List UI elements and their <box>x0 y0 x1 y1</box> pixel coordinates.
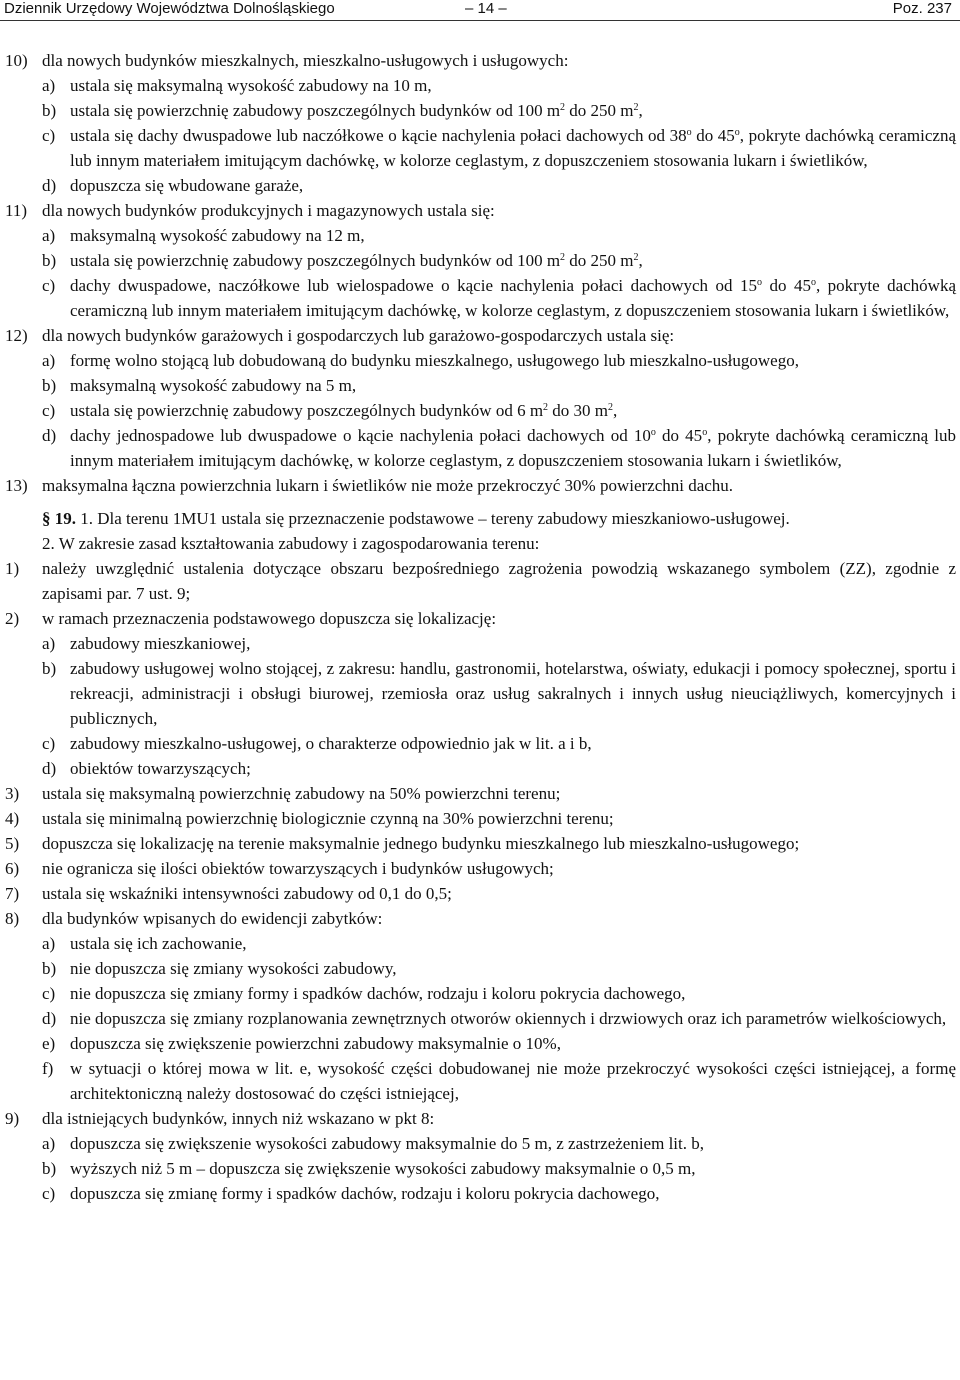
sub-list-item <box>0 348 960 373</box>
sub-list-item <box>0 173 960 198</box>
list-marker: d) <box>42 1009 57 1028</box>
list-marker: d) <box>42 426 57 445</box>
header-rule <box>0 20 960 21</box>
sub-list-item <box>0 398 960 423</box>
list-item-text: dachy dwuspadowe, naczółkowe lub wielospadowe o kącie nachylenia połaci dachowych od 15$^o$ do 45$^o$, pokryte dachówką ceramiczną lub innym materiałem imitującym dachówkę, w kolorze ceglastym, z dopuszczeniem stosowania lukarn i świetlików, <box>70 276 957 320</box>
position-number: Poz. 237 <box>892 0 952 17</box>
list-item-text: formę wolno stojącą lub dobudowaną do budynku mieszkalnego, usługowego lub mieszkalno-usługowego, <box>70 351 799 370</box>
list-item <box>0 198 960 223</box>
list-marker: b) <box>42 659 57 678</box>
list-item-text: ustala się maksymalną wysokość zabudowy na 10 m, <box>70 76 432 95</box>
list-item-text: dla nowych budynków produkcyjnych i magazynowych ustala się: <box>42 201 495 220</box>
list-marker: a) <box>42 351 56 370</box>
list-marker: b) <box>42 376 57 395</box>
list-marker: 8) <box>5 909 20 928</box>
list-item-text: dopuszcza się wbudowane garaże, <box>70 176 304 195</box>
list-item-text: maksymalną wysokość zabudowy na 5 m, <box>70 376 357 395</box>
list-item-text: nie dopuszcza się zmiany wysokości zabudowy, <box>70 959 397 978</box>
list-marker: a) <box>42 934 56 953</box>
sub-list-item <box>0 423 960 473</box>
list-item-text: dopuszcza się lokalizację na terenie maksymalnie jednego budynku mieszkalnego lub mieszkalno-usługowego; <box>42 834 800 853</box>
list-item-text: maksymalna łączna powierzchnia lukarn i świetlików nie może przekroczyć 30% powierzchni dachu. <box>42 476 734 495</box>
list-marker: 11) <box>5 201 28 220</box>
list-item-text: dopuszcza się zwiększenie powierzchni zabudowy maksymalnie o 10%, <box>70 1034 561 1053</box>
sub-list-item <box>0 656 960 731</box>
list-item-text: nie dopuszcza się zmiany formy i spadków dachów, rodzaju i koloru pokrycia dachowego, <box>70 984 686 1003</box>
list-marker: 10) <box>5 51 28 70</box>
journal-title: Dziennik Urzędowy Województwa Dolnośląskiego <box>4 0 335 17</box>
list-marker: d) <box>42 759 57 778</box>
list-item-text: dopuszcza się zwiększenie wysokości zabudowy maksymalnie do 5 m, z zastrzeżeniem lit. b, <box>70 1134 704 1153</box>
list-marker: c) <box>42 734 56 753</box>
sub-list-item <box>0 223 960 248</box>
sub-list-item <box>0 1056 960 1106</box>
list-item-text: ustala się ich zachowanie, <box>70 934 247 953</box>
sub-list-item <box>0 273 960 323</box>
sub-list-item <box>0 1181 960 1206</box>
page-header <box>0 0 960 22</box>
sub-list-item <box>0 1006 960 1031</box>
list-marker: a) <box>42 226 56 245</box>
list-item-text: dopuszcza się zmianę formy i spadków dachów, rodzaju i koloru pokrycia dachowego, <box>70 1184 660 1203</box>
list-item-text: 2. W zakresie zasad kształtowania zabudowy i zagospodarowania terenu: <box>42 534 540 553</box>
paragraph <box>0 531 960 556</box>
list-item <box>0 856 960 881</box>
list-item-text: należy uwzględnić ustalenia dotyczące obszaru bezpośredniego zagrożenia powodzią wskazanego symbolem (ZZ), zgodnie z zapisami par. 7 ust. 9; <box>42 559 956 603</box>
list-item-text: dla nowych budynków mieszkalnych, mieszkalno-usługowych i usługowych: <box>42 51 569 70</box>
list-item-text: dla budynków wpisanych do ewidencji zabytków: <box>42 909 383 928</box>
list-item-text: nie dopuszcza się zmiany rozplanowania zewnętrznych otworów okiennych i drzwiowych oraz ich parametrów wielkościowych, <box>70 1009 947 1028</box>
list-item-text: zabudowy mieszkaniowej, <box>70 634 251 653</box>
list-marker: 2) <box>5 609 20 628</box>
paragraph <box>0 506 960 531</box>
list-marker: a) <box>42 634 56 653</box>
list-marker: b) <box>42 959 57 978</box>
list-item <box>0 906 960 931</box>
list-marker: 3) <box>5 784 20 803</box>
list-item-text: ustala się wskaźniki intensywności zabudowy od 0,1 do 0,5; <box>42 884 452 903</box>
list-item <box>0 831 960 856</box>
sub-list-item <box>0 123 960 173</box>
list-marker: c) <box>42 1184 56 1203</box>
sub-list-item <box>0 956 960 981</box>
sub-list-item <box>0 248 960 273</box>
list-marker: 13) <box>5 476 28 495</box>
list-item-text: maksymalną wysokość zabudowy na 12 m, <box>70 226 365 245</box>
list-marker: a) <box>42 1134 56 1153</box>
list-marker: d) <box>42 176 57 195</box>
list-marker: b) <box>42 251 57 270</box>
list-marker: a) <box>42 76 56 95</box>
list-item-text: zabudowy usługowej wolno stojącej, z zakresu: handlu, gastronomii, hotelarstwa, oświaty, edukacji i pomocy społecznej, sportu i rekreacji, administracji i obsługi biurowej, rzemiosła oraz usług sakralnych i innych usług nieuciążliwych, komercyjnych i publicznych, <box>70 659 956 728</box>
list-item-text: ustala się dachy dwuspadowe lub naczółkowe o kącie nachylenia połaci dachowych od 38$^o$ do 45$^o$, pokryte dachówką ceramiczną lub innym materiałem imitującym dachówkę, w kolorze ceglastym, z dopuszczeniem stosowania lukarn i świetlików, <box>70 126 956 170</box>
sub-list-item <box>0 731 960 756</box>
list-marker: 7) <box>5 884 20 903</box>
list-marker: e) <box>42 1034 56 1053</box>
sub-list-item <box>0 373 960 398</box>
section-spacer <box>0 498 960 506</box>
list-item-text: w sytuacji o której mowa w lit. e, wysokość części dobudowanej nie może przekroczyć wysokości części istniejącej, a formę architektoniczną należy dostosować do części istniejącej, <box>70 1059 956 1103</box>
list-item-text: ustala się minimalną powierzchnię biologicznie czynną na 30% powierzchni terenu; <box>42 809 614 828</box>
list-marker: c) <box>42 126 56 145</box>
list-marker: c) <box>42 276 56 295</box>
document-body <box>0 48 960 1206</box>
list-item <box>0 781 960 806</box>
list-item <box>0 48 960 73</box>
sub-list-item <box>0 1131 960 1156</box>
sub-list-item <box>0 756 960 781</box>
sub-list-item <box>0 931 960 956</box>
list-marker: 1) <box>5 559 20 578</box>
list-item <box>0 323 960 348</box>
sub-list-item <box>0 981 960 1006</box>
list-item-text: ustala się powierzchnię zabudowy poszczególnych budynków od 100 $m^2$ do 250 $m^2$, <box>70 101 643 120</box>
list-marker: 9) <box>5 1109 20 1128</box>
list-item <box>0 881 960 906</box>
list-item-text: nie ogranicza się ilości obiektów towarzyszących i budynków usługowych; <box>42 859 554 878</box>
list-item-text: w ramach przeznaczenia podstawowego dopuszcza się lokalizację: <box>42 609 497 628</box>
sub-list-item <box>0 1031 960 1056</box>
list-item-text: § 19. 1. Dla terenu 1MU1 ustala się przeznaczenie podstawowe – tereny zabudowy mieszkaniowo-usługowej. <box>42 509 790 528</box>
list-marker: b) <box>42 101 57 120</box>
list-item-text: zabudowy mieszkalno-usługowej, o charakterze odpowiednio jak w lit. a i b, <box>70 734 592 753</box>
sub-list-item <box>0 631 960 656</box>
list-item-text: ustala się powierzchnię zabudowy poszczególnych budynków od 100 $m^2$ do 250 $m^2$, <box>70 251 643 270</box>
list-item-text: dla istniejących budynków, innych niż wskazano w pkt 8: <box>42 1109 435 1128</box>
list-item-text: wyższych niż 5 m – dopuszcza się zwiększenie wysokości zabudowy maksymalnie o 0,5 m, <box>70 1159 696 1178</box>
list-item <box>0 556 960 606</box>
list-item <box>0 806 960 831</box>
list-item-text: obiektów towarzyszących; <box>70 759 251 778</box>
list-marker: c) <box>42 401 56 420</box>
list-marker: b) <box>42 1159 57 1178</box>
sub-list-item <box>0 1156 960 1181</box>
list-marker: 5) <box>5 834 20 853</box>
list-marker: 6) <box>5 859 20 878</box>
section-number: § 19. <box>42 509 76 528</box>
list-marker: f) <box>42 1059 54 1078</box>
list-marker: 12) <box>5 326 28 345</box>
sub-list-item <box>0 73 960 98</box>
list-item <box>0 1106 960 1131</box>
list-marker: c) <box>42 984 56 1003</box>
page-number: – 14 – <box>465 0 507 17</box>
list-item-text: ustala się maksymalną powierzchnię zabudowy na 50% powierzchni terenu; <box>42 784 561 803</box>
list-item-text: ustala się powierzchnię zabudowy poszczególnych budynków od 6 $m^2$ do 30 $m^2$, <box>70 401 618 420</box>
list-item <box>0 473 960 498</box>
list-item-text: dla nowych budynków garażowych i gospodarczych lub garażowo-gospodarczych ustala się: <box>42 326 675 345</box>
sub-list-item <box>0 98 960 123</box>
list-item <box>0 606 960 631</box>
list-marker: 4) <box>5 809 20 828</box>
list-item-text: dachy jednospadowe lub dwuspadowe o kącie nachylenia połaci dachowych od 10$^o$ do 45$^o$, pokryte dachówką ceramiczną lub innym materiałem imitującym dachówkę, w kolorze ceglastym, z dopuszczeniem stosowania lukarn i świetlików, <box>70 426 957 470</box>
